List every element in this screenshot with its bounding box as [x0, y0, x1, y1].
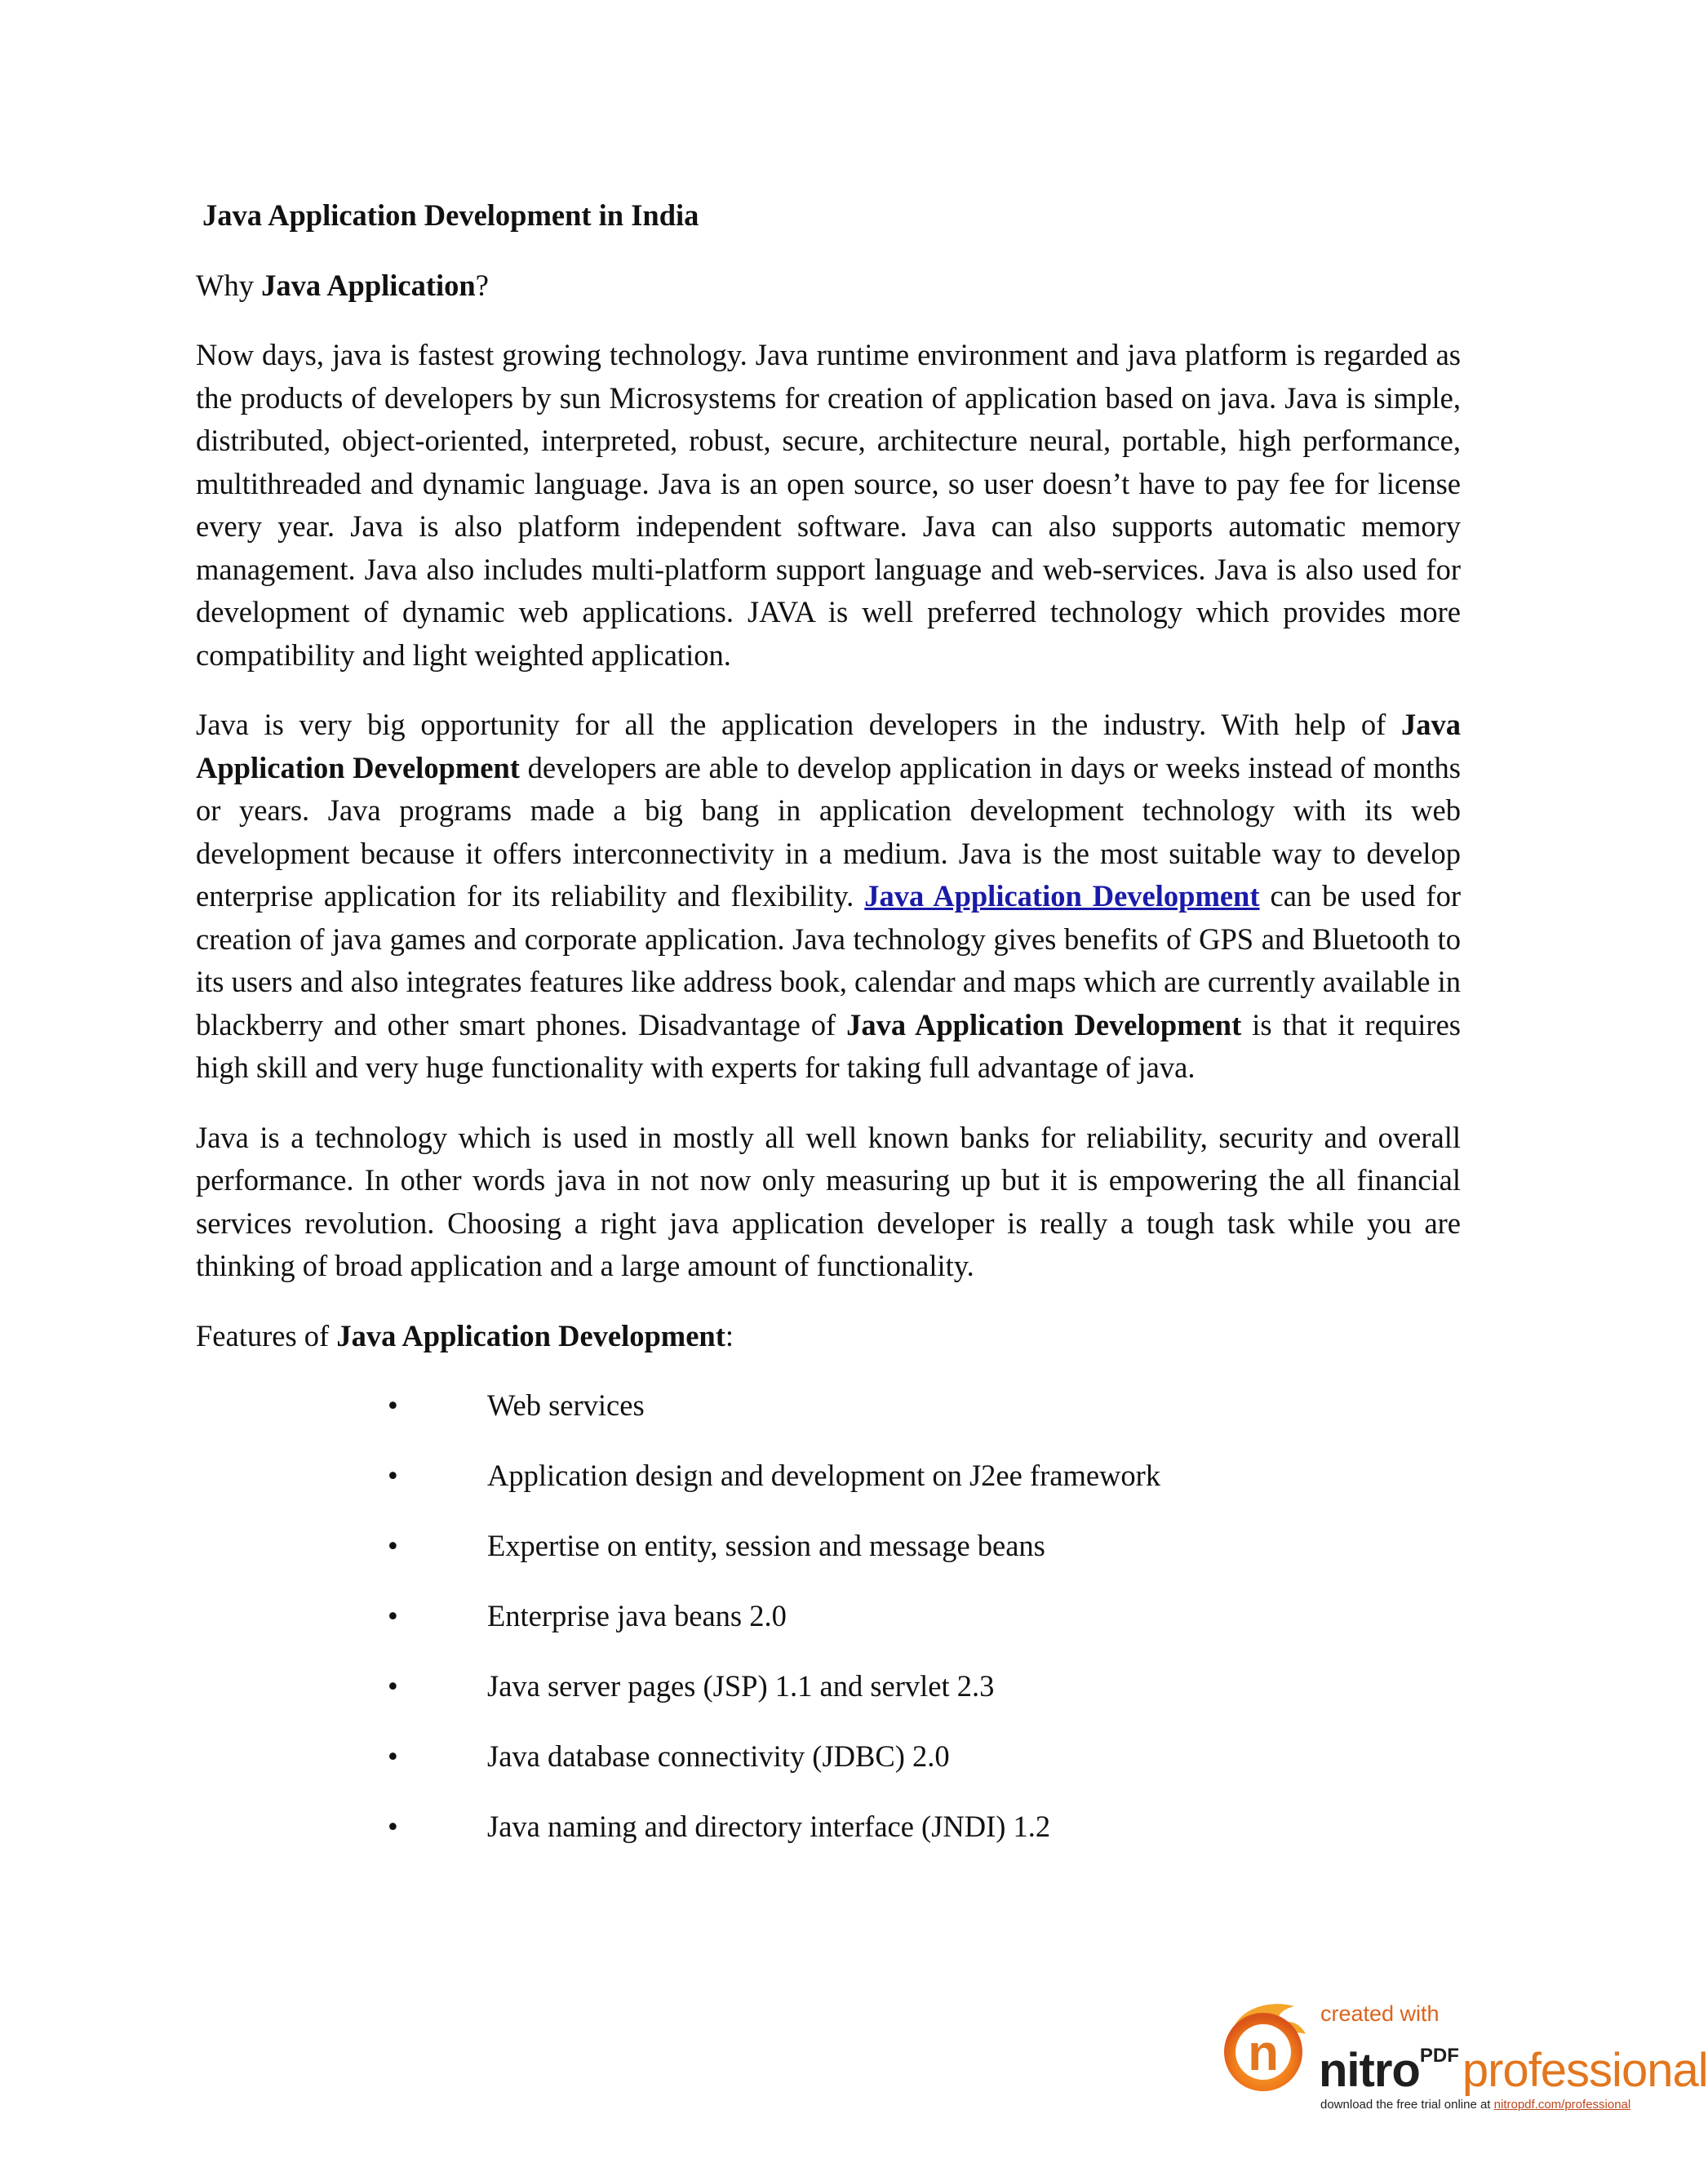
bullet-icon: • [388, 1739, 398, 1773]
p2-text-2: developers are able to develop application in days or weeks instead of months or years. Java programs made a big bang in application development technology with its web development because it offers interconnectivity in a medium. Java is the most suitable way to develop enterprise application for its reliability and flexibility. [196, 750, 1461, 913]
bullet-icon: • [388, 1459, 398, 1492]
nitro-brand [1319, 2028, 1708, 2099]
p2-bold-2: Java Application Development [846, 1007, 1242, 1042]
paragraph-1: Now days, java is fastest growing technology. Java runtime environment and java platform is regarded as the products of developers by sun Microsystems for creation of application based on java. Java is simple, distributed, object-oriented, interpreted, robust, secure, architecture neural, portable, high performance, multithreaded and dynamic language. Java is an open source, so user doesn’t have to pay fee for license every year. Java is also platform independent software. Java can also supports automatic memory management. Java also includes multi-platform support language and web-services. Java is also used for development of dynamic web applications. JAVA is well preferred technology which provides more compatibility and light weighted application. [196, 338, 1461, 672]
bullet-icon: • [388, 1669, 398, 1703]
paragraph-3: Java is a technology which is used in mostly all well known banks for reliability, security and overall performance. In other words java in not now only measuring up but it is empowering the all financial services revolution. Choosing a right java application developer is really a tough task while you are thinking of broad application and a large amount of functionality. [196, 1120, 1461, 1282]
list-item [196, 1525, 1461, 1595]
list-item [196, 1805, 1461, 1876]
bullet-icon: • [388, 1388, 398, 1422]
list-item [196, 1384, 1461, 1455]
features-suffix: : [725, 1318, 734, 1352]
list-item [196, 1665, 1461, 1735]
nitro-watermark[interactable] [1216, 1992, 1708, 2130]
list-item [196, 1735, 1461, 1805]
brand-pdf: PDF [1419, 2045, 1459, 2067]
why-suffix: ? [475, 268, 489, 302]
features-list [196, 1384, 1461, 1876]
created-with-label: created with [1320, 2001, 1440, 2026]
tagline-url-link[interactable]: nitropdf.com/professional [1493, 2098, 1631, 2112]
brand-nitro: nitro [1319, 2044, 1420, 2097]
feature-text: Application design and development on J2ee framework [487, 1459, 1161, 1492]
bullet-icon: • [388, 1599, 398, 1632]
brand-professional: professional [1462, 2044, 1708, 2097]
java-application-development-link[interactable]: Java Application Development [864, 879, 1260, 913]
feature-text: Web services [487, 1388, 645, 1422]
why-heading [196, 264, 1461, 308]
why-bold: Java Application [261, 268, 476, 302]
feature-text: Java server pages (JSP) 1.1 and servlet 2.3 [487, 1669, 995, 1703]
why-prefix: Why [196, 268, 262, 302]
features-prefix: Features of [196, 1318, 337, 1352]
feature-text: Java database connectivity (JDBC) 2.0 [487, 1739, 950, 1773]
document-title: Java Application Development in India [202, 198, 699, 232]
list-item [196, 1595, 1461, 1665]
feature-text: Enterprise java beans 2.0 [487, 1599, 787, 1632]
nitro-logo-letter: n [1248, 2025, 1279, 2081]
features-heading [196, 1315, 1461, 1358]
paragraph-2 [196, 704, 1461, 1090]
p2-bold-1: Java Application Development [196, 708, 1461, 784]
nitro-logo-icon [1216, 1998, 1312, 2094]
p2-text-4: is that it requires high skill and very huge functionality with experts for taking full advantage of java. [196, 1007, 1461, 1084]
features-bold: Java Application Development [336, 1318, 725, 1352]
tagline-text: download the free trial online at [1320, 2098, 1494, 2112]
list-item [196, 1455, 1461, 1525]
bullet-icon: • [388, 1810, 398, 1843]
feature-text: Expertise on entity, session and message beans [487, 1529, 1045, 1562]
bullet-icon: • [388, 1529, 398, 1562]
document-body [196, 194, 1461, 1876]
p2-text-3: can be used for creation of java games and corporate application. Java technology gives benefits of GPS and Bluetooth to its users and also integrates features like address book, calendar and maps which are currently available in blackberry and other smart phones. Disadvantage of [196, 879, 1461, 1042]
feature-text: Java naming and directory interface (JNDI) 1.2 [487, 1810, 1051, 1843]
p2-text-1: Java is very big opportunity for all the application developers in the industry. With help of [196, 708, 1401, 741]
nitro-tagline [1320, 2098, 1630, 2112]
